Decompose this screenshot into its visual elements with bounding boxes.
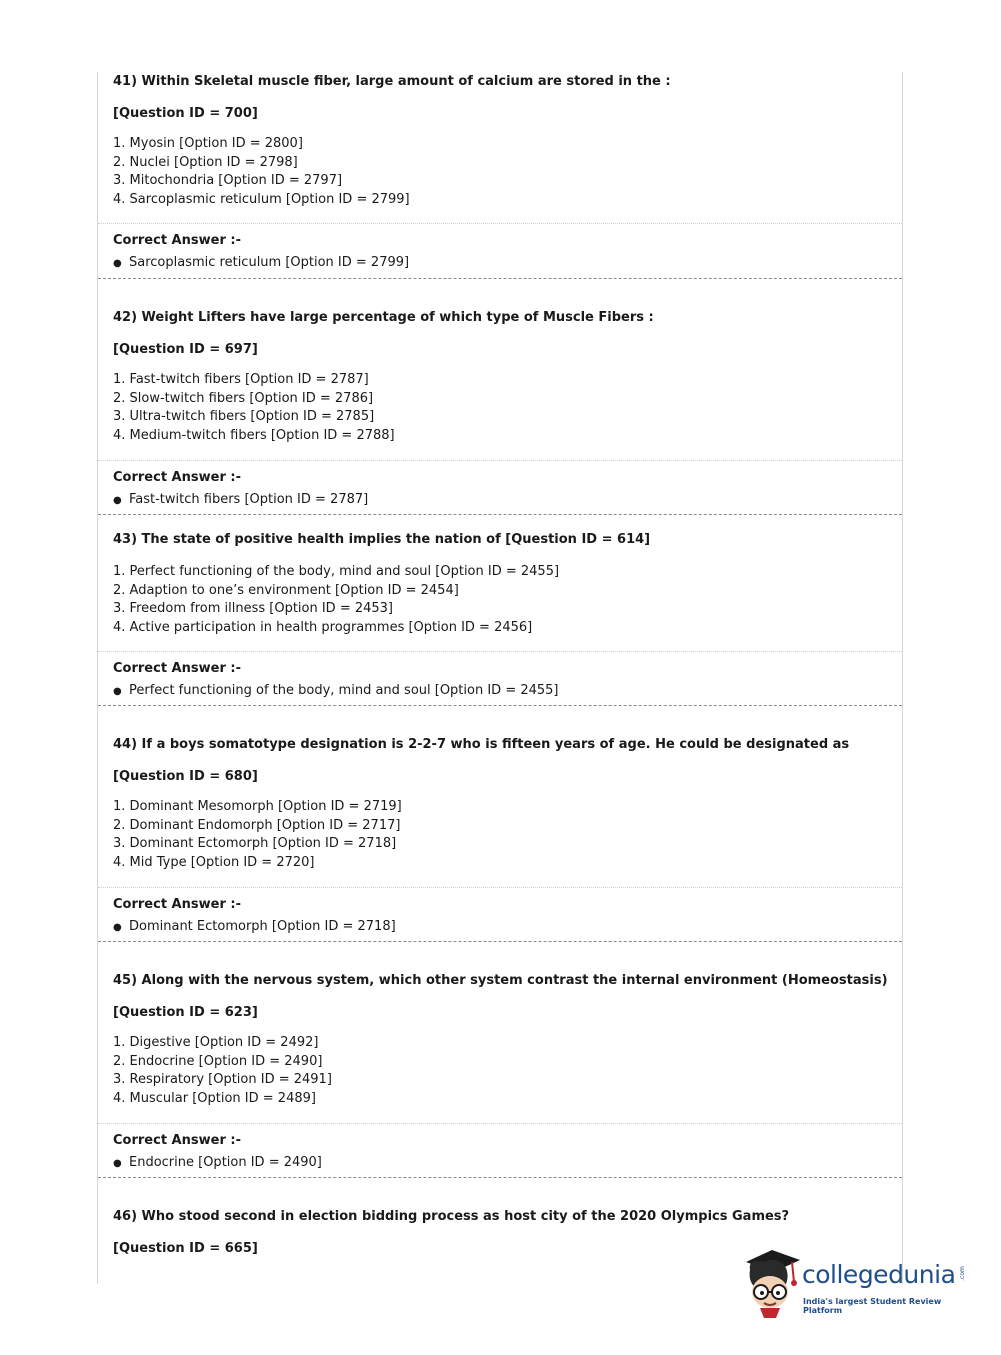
correct-answer-label: Correct Answer :-	[113, 233, 241, 248]
brand-name: collegedunia	[802, 1260, 956, 1289]
correct-answer-block	[98, 460, 902, 518]
option-item: 3. Mitochondria [Option ID = 2797]	[113, 173, 343, 189]
question-id: [Question ID = 700]	[113, 106, 258, 121]
option-item: 3. Ultra-twitch fibers [Option ID = 2785]	[113, 409, 375, 425]
correct-answer-block	[98, 1123, 902, 1181]
option-item: 3. Respiratory [Option ID = 2491]	[113, 1072, 332, 1088]
question-id: [Question ID = 665]	[113, 1241, 258, 1256]
question-id: [Question ID = 623]	[113, 1005, 258, 1020]
bullet-icon: ●	[113, 258, 122, 269]
bullet-icon: ●	[113, 686, 122, 697]
mascot-icon	[742, 1248, 804, 1318]
question-46	[98, 1178, 902, 1258]
option-item: 1. Fast-twitch fibers [Option ID = 2787]	[113, 372, 369, 387]
options-list	[113, 1034, 902, 1108]
option-item: 3. Dominant Ectomorph [Option ID = 2718]	[113, 836, 397, 852]
question-title: 43) The state of positive health implies the nation of [Question ID = 614]	[113, 532, 651, 547]
question-paper	[97, 72, 903, 1284]
question-42	[98, 279, 902, 514]
question-title: 44) If a boys somatotype designation is 2-2-7 who is fifteen years of age. He could be designated as	[113, 737, 850, 752]
options-list	[113, 371, 902, 445]
correct-answer-text: Dominant Ectomorph [Option ID = 2718]	[129, 919, 396, 934]
question-title: 41) Within Skeletal muscle fiber, large amount of calcium are stored in the :	[113, 74, 671, 89]
option-item: 1. Dominant Mesomorph [Option ID = 2719]	[113, 799, 402, 814]
option-item: 4. Medium-twitch fibers [Option ID = 2788]	[113, 427, 395, 443]
option-item: 4. Muscular [Option ID = 2489]	[113, 1090, 316, 1106]
correct-answer-label: Correct Answer :-	[113, 897, 241, 912]
option-item: 1. Digestive [Option ID = 2492]	[113, 1035, 319, 1050]
option-item: 4. Active participation in health programmes [Option ID = 2456]	[113, 619, 533, 635]
correct-answer-label: Correct Answer :-	[113, 1133, 241, 1148]
option-item: 1. Myosin [Option ID = 2800]	[113, 136, 303, 151]
options-list	[113, 135, 902, 209]
brand-tagline: India's largest Student Review Platform	[803, 1297, 942, 1315]
bullet-icon: ●	[113, 495, 122, 506]
correct-answer-text: Fast-twitch fibers [Option ID = 2787]	[129, 492, 369, 507]
correct-answer-label: Correct Answer :-	[113, 661, 241, 676]
correct-answer-text: Endocrine [Option ID = 2490]	[129, 1155, 322, 1170]
option-item: 2. Dominant Endomorph [Option ID = 2717]	[113, 817, 401, 833]
question-title: 45) Along with the nervous system, which other system contrast the internal environment (Homeostasis)	[113, 973, 888, 988]
bullet-icon: ●	[113, 922, 122, 933]
question-id: [Question ID = 697]	[113, 342, 258, 357]
bullet-icon: ●	[113, 1158, 122, 1169]
option-item: 4. Sarcoplasmic reticulum [Option ID = 2799]	[113, 191, 410, 207]
question-id: [Question ID = 680]	[113, 769, 258, 784]
question-41	[98, 72, 902, 278]
option-item: 1. Perfect functioning of the body, mind and soul [Option ID = 2455]	[113, 564, 560, 579]
question-title: 46) Who stood second in election bidding process as host city of the 2020 Olympics Games?	[113, 1209, 790, 1224]
brand-suffix: .com	[958, 1266, 966, 1281]
option-item: 2. Adaption to one’s environment [Option ID = 2454]	[113, 582, 459, 598]
question-43	[98, 515, 902, 705]
correct-answer-text: Perfect functioning of the body, mind and soul [Option ID = 2455]	[129, 683, 559, 698]
collegedunia-logo	[742, 1248, 972, 1318]
option-item: 3. Freedom from illness [Option ID = 2453]	[113, 601, 394, 617]
question-title: 42) Weight Lifters have large percentage of which type of Muscle Fibers :	[113, 310, 654, 325]
correct-answer-label: Correct Answer :-	[113, 470, 241, 485]
option-item: 2. Endocrine [Option ID = 2490]	[113, 1053, 323, 1069]
options-list	[113, 798, 902, 872]
correct-answer-block	[98, 651, 902, 709]
option-item: 2. Slow-twitch fibers [Option ID = 2786]	[113, 390, 374, 406]
option-item: 2. Nuclei [Option ID = 2798]	[113, 154, 298, 170]
question-44	[98, 706, 902, 941]
option-item: 4. Mid Type [Option ID = 2720]	[113, 854, 315, 870]
correct-answer-text: Sarcoplasmic reticulum [Option ID = 2799]	[129, 255, 410, 270]
correct-answer-block	[98, 223, 902, 281]
correct-answer-block	[98, 887, 902, 945]
question-45	[98, 942, 902, 1177]
options-list	[113, 563, 902, 637]
